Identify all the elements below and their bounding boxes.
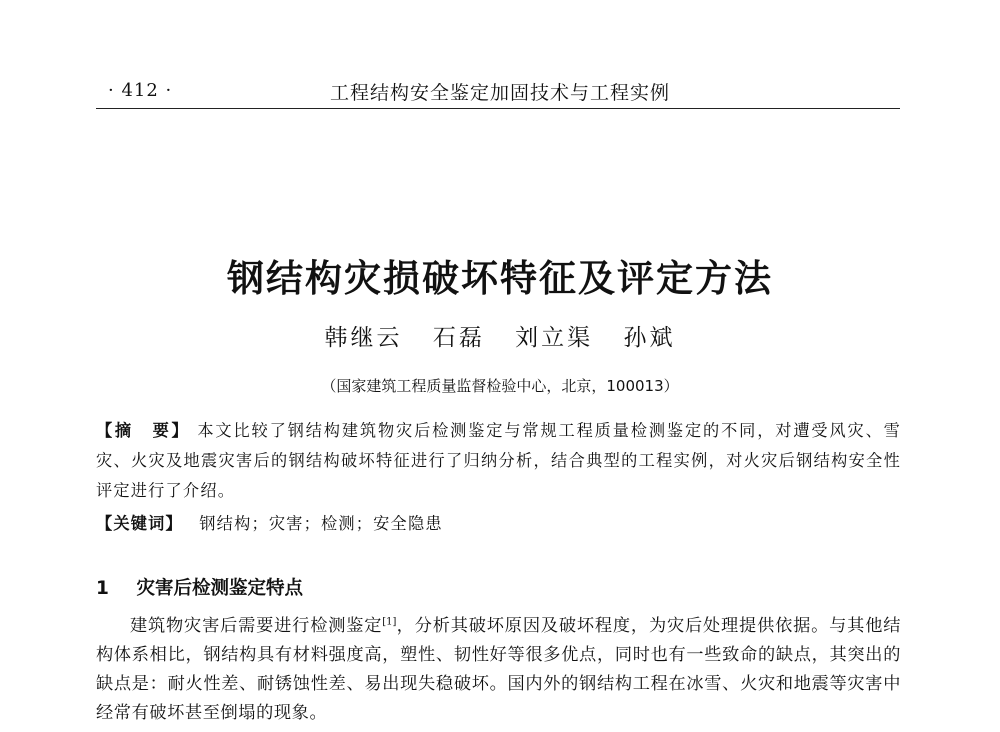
author-list: 韩继云 石磊 刘立渠 孙斌 [324,325,676,351]
abstract [96,416,901,506]
paragraph-text-rest: ，分析其破坏原因及破坏程度，为灾后处理提供依据。与其他结构体系相比，钢结构具有材料强度高，塑性、韧性好等很多优点，同时也有一些致命的缺点，其突出的缺点是：耐火性差、耐锈蚀性差、易出现失稳破坏。国内外的钢结构工程在冰雪、火灾和地震等灾害中经常有破坏甚至倒塌的现象。 [96,616,901,723]
author-affiliation: （国家建筑工程质量监督检验中心，北京，100013） [321,377,679,395]
page-number: · 412 · [108,80,173,101]
keywords-label: 【关键词】 [96,514,183,533]
running-header: 工程结构安全鉴定加固技术与工程实例 [329,82,670,104]
abstract-text: 本文比较了钢结构建筑物灾后检测鉴定与常规工程质量检测鉴定的不同，对遭受风灾、雪灾、火灾及地震灾害后的钢结构破坏特征进行了归纳分析，结合典型的工程实例，对火灾后钢结构安全性评定进行了介绍。 [96,421,902,500]
keywords [96,510,901,538]
article-title: 钢结构灾损破坏特征及评定方法 [227,257,773,300]
body-paragraph [96,612,901,728]
abstract-label: 【摘 要】 [96,421,191,440]
section-heading [96,574,303,600]
section-number: 1 [96,578,109,599]
citation-ref: [1] [382,616,397,628]
keywords-text: 钢结构；灾害；检测；安全隐患 [199,514,443,533]
header-rule [96,108,900,109]
section-title: 灾害后检测鉴定特点 [136,578,303,599]
paragraph-text-start: 建筑物灾害后需要进行检测鉴定 [130,616,383,636]
